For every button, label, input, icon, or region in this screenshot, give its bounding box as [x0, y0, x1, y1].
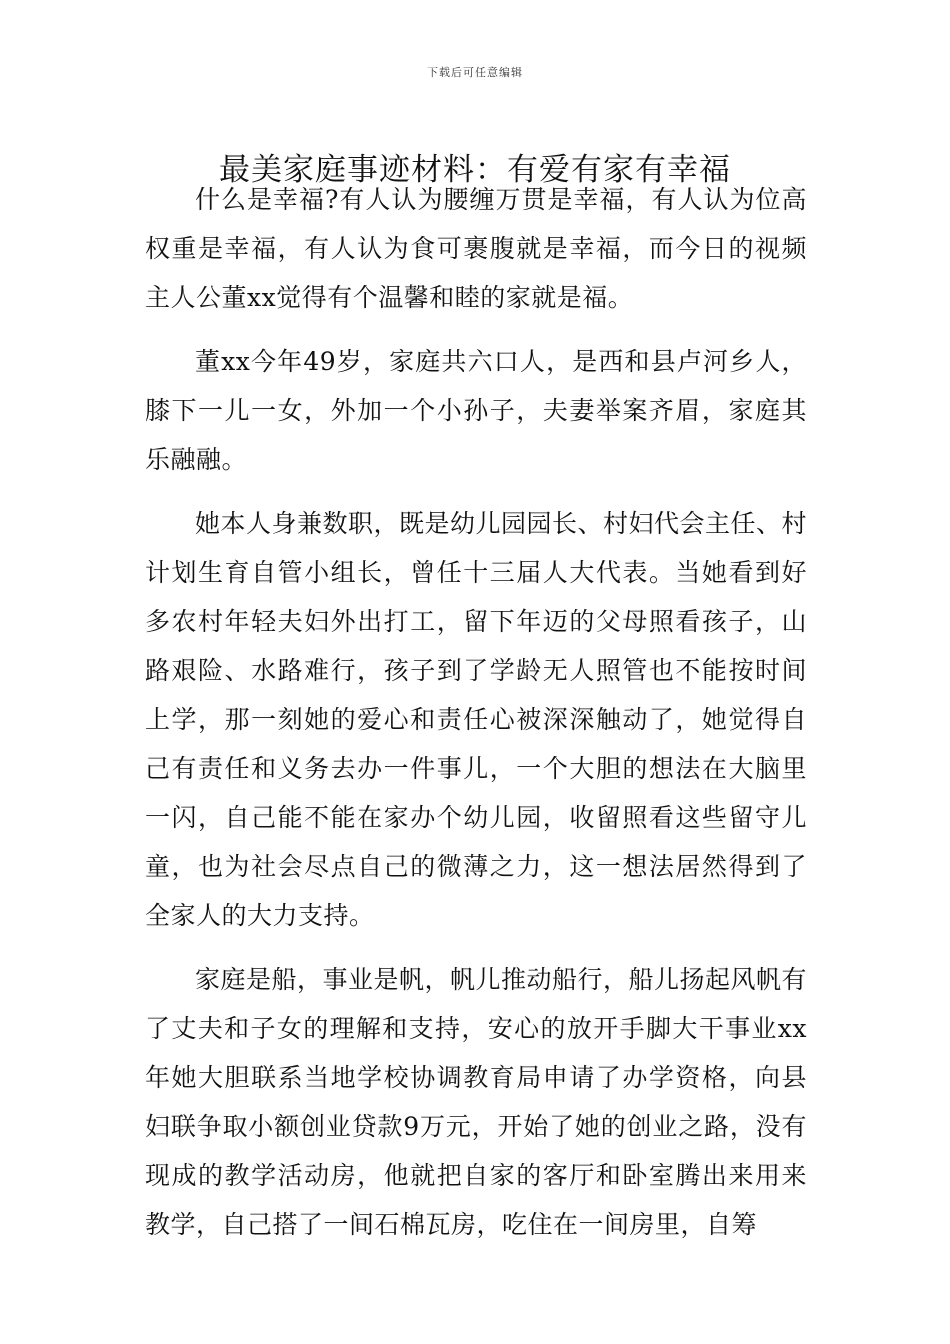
paragraph-2: 董xx今年49岁，家庭共六口人，是西和县卢河乡人，膝下一儿一女，外加一个小孙子，夫妻举案齐眉，家庭其乐融融。 — [145, 347, 807, 474]
document-title: 最美家庭事迹材料：有爱有家有幸福 — [219, 151, 731, 188]
paragraph-1: 什么是幸福?有人认为腰缠万贯是幸福，有人认为位高权重是幸福，有人认为食可裹腹就是幸福，而今日的视频主人公董xx觉得有个温馨和睦的家就是福。 — [145, 185, 807, 312]
paragraph-3: 她本人身兼数职，既是幼儿园园长、村妇代会主任、村计划生育自管小组长，曾任十三届人大代表。当她看到好多农村年轻夫妇外出打工，留下年迈的父母照看孩子，山路艰险、水路难行，孩子到了学龄无人照管也不能按时间上学，那一刻她的爱心和责任心被深深触动了，她觉得自己有责任和义务去办一件事儿，一个大胆的想法在大脑里一闪，自己能不能在家办个幼儿园，收留照看这些留守儿童，也为社会尽点自己的微薄之力，这一想法居然得到了全家人的大力支持。 — [145, 509, 808, 930]
header-note: 下载后可任意编辑 — [427, 66, 523, 79]
document-body — [145, 175, 807, 1264]
paragraph-4: 家庭是船，事业是帆，帆儿推动船行，船儿扬起风帆有了丈夫和子女的理解和支持，安心的放开手脚大干事业xx年她大胆联系当地学校协调教育局申请了办学资格，向县妇联争取小额创业贷款9万元，开始了她的创业之路，没有现成的教学活动房，他就把自家的客厅和卧室腾出来用来教学，自己搭了一间石棉瓦房，吃住在一间房里，自筹 — [145, 965, 808, 1239]
